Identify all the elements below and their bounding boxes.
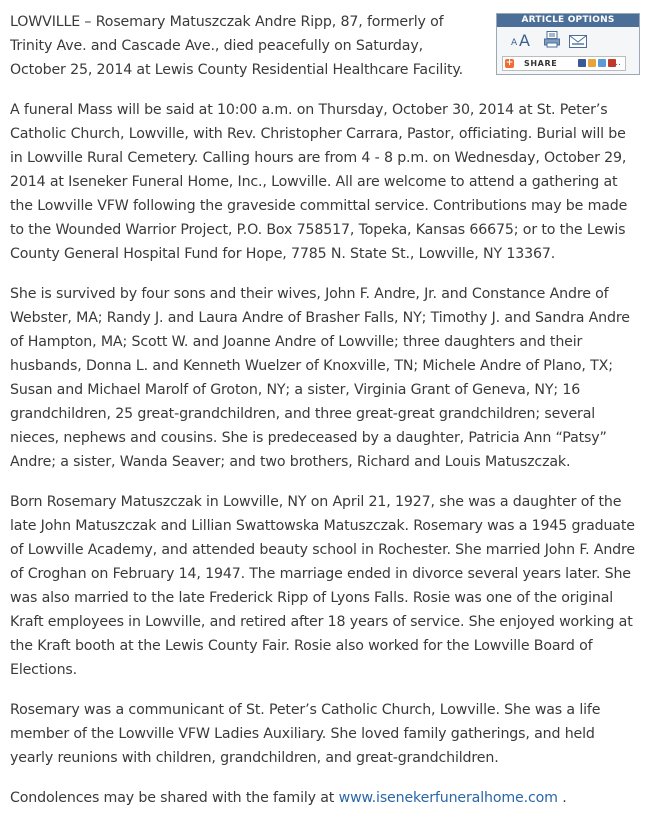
share-plus-icon: + bbox=[505, 58, 514, 68]
share-more-icon[interactable]: ... bbox=[612, 58, 621, 68]
font-decrease-button[interactable]: A bbox=[511, 38, 518, 48]
funeral-home-link[interactable]: www.isenekerfuneralhome.com bbox=[338, 790, 558, 806]
obituary-article bbox=[10, 10, 640, 826]
survivors-paragraph: She is survived by four sons and their wives, John F. Andre, Jr. and Constance Andre of Webster, MA; Randy J. and Laura Andre of Brasher Falls, NY; Timothy J. and Sandra Andre of Hampton, MA; Scott W. and Joanne Andre of Lowville; three daughters and their husbands, Donna L. and Kenneth Wuelzer of Knoxville, TN; Michele Andre of Plano, TX; Susan and Michael Marolf of Groton, NY; a sister, Virginia Grant of Geneva, NY; 16 grandchildren, 25 great-grandchildren, and three great-great grandchildren; several nieces, nephews and cousins. She is predeceased by a daughter, Patricia Ann “Patsy” Andre; a sister, Wanda Seaver; and two brothers, Richard and Louis Matuszczak. bbox=[10, 286, 630, 470]
condolences-text: Condolences may be shared with the family at bbox=[10, 790, 335, 806]
lead-paragraph: LOWVILLE – Rosemary Matuszczak Andre Ripp, 87, formerly of Trinity Ave. and Cascade Ave., died peacefully on Saturday, October 25, 2014 at Lewis County Residential Healthcare Facility. bbox=[10, 14, 463, 78]
service-paragraph: A funeral Mass will be said at 10:00 a.m. on Thursday, October 30, 2014 at St. Peter’s Catholic Church, Lowville, with Rev. Christopher Carrara, Pastor, officiating. Burial will be in Lowville Rural Cemetery. Calling hours are from 4 - 8 p.m. on Wednesday, October 29, 2014 at Iseneker Funeral Home, Inc., Lowville. All are welcome to attend a gathering at the Lowville VFW following the graveside committal service. Contributions may be made to the Wounded Warrior Project, P.O. Box 758517, Topeka, Kansas 66675; or to the Lewis County General Hospital Fund for Hope, 7785 N. State St., Lowville, NY 13367. bbox=[10, 102, 628, 262]
article-options-title: ARTICLE OPTIONS bbox=[497, 14, 639, 27]
biography-paragraph: Born Rosemary Matuszczak in Lowville, NY on April 21, 1927, she was a daughter of the late John Matuszczak and Lillian Swattowska Matuszczak. Rosemary was a 1945 graduate of Lowville Academy, and attended beauty school in Rochester. She married John F. Andre of Croghan on February 14, 1947. The marriage ended in divorce several years later. She was also married to the late Frederick Ripp of Lyons Falls. Rosie was one of the original Kraft employees in Lowville, and retired after 18 years of service. She enjoyed working at the Kraft booth at the Lewis County Fair. Rosie also worked for the Lowville Board of Elections. bbox=[10, 494, 635, 678]
share-label: SHARE bbox=[524, 59, 558, 68]
font-increase-button[interactable]: A bbox=[519, 31, 530, 50]
condolences-suffix: . bbox=[557, 790, 567, 806]
community-paragraph: Rosemary was a communicant of St. Peter’s Catholic Church, Lowville. She was a life member of the Lowville VFW Ladies Auxiliary. She loved family gatherings, and held yearly reunions with children, grandchildren, and great-grandchildren. bbox=[10, 702, 601, 766]
condolences-paragraph bbox=[10, 786, 640, 810]
